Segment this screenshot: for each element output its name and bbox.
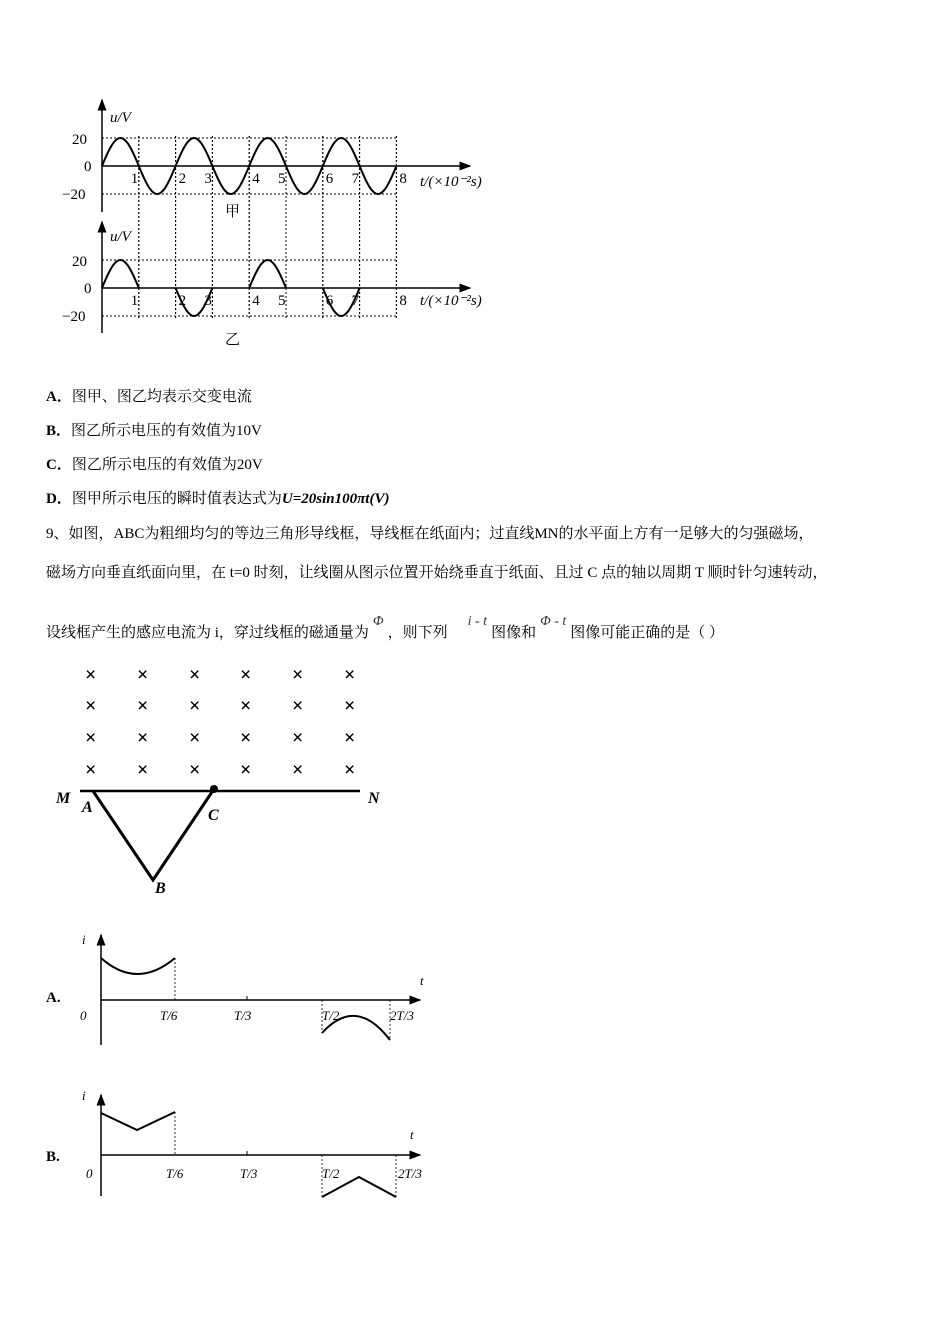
magnetic-field-cross: ×: [137, 759, 149, 781]
magnetic-field-cross: ×: [85, 759, 97, 781]
text: 图像可能正确的是（ ）: [570, 625, 725, 641]
phi-symbol: Φ: [372, 614, 384, 629]
graphA-ylabel: i: [82, 932, 86, 947]
graphB-xtick: 2T/3: [398, 1166, 422, 1181]
magnetic-field-cross: ×: [344, 759, 356, 781]
answer-option-a[interactable]: A.: [46, 990, 61, 1006]
text: 图像和: [491, 625, 537, 641]
question9-line1: 9、如图，ABC为粗细均匀的等边三角形导线框，导线框在纸面内；过直线MN的水平面上方有一足够大的匀强磁场，: [46, 526, 814, 542]
graphA-xtick: T/2: [322, 1008, 340, 1023]
magnetic-field-cross: ×: [137, 727, 149, 749]
x-tick: 7: [351, 293, 360, 309]
option-8a: [46, 385, 252, 406]
triangle-frame-figure: [80, 664, 360, 880]
magnetic-field-cross: ×: [240, 759, 252, 781]
option-8d: [46, 487, 389, 508]
x-tick: 8: [399, 293, 407, 309]
magnetic-field-cross: ×: [240, 727, 252, 749]
option-letter: B．: [46, 423, 72, 439]
graphA-xlabel: t: [420, 973, 424, 988]
x-tick: 6: [325, 171, 334, 187]
graphB-xtick: 0: [86, 1166, 93, 1181]
magnetic-field-cross: ×: [292, 695, 304, 717]
magnetic-field-cross: ×: [344, 695, 356, 717]
x-tick: 1: [130, 293, 139, 309]
voltage-graphs: [102, 100, 470, 333]
graphB-xtick: T/2: [322, 1166, 340, 1181]
bottom-ytick: 0: [84, 281, 92, 297]
triangle-frame: [93, 789, 214, 880]
x-tick: 1: [130, 171, 139, 187]
label-A: A: [82, 799, 93, 816]
bottom-caption: 乙: [225, 332, 241, 348]
option-text: 图乙所示电压的有效值为10V: [71, 423, 262, 439]
bottom-ytick: 20: [72, 254, 87, 270]
magnetic-field-cross: ×: [189, 695, 201, 717]
graphB-xlabel: t: [410, 1127, 414, 1142]
magnetic-field-cross: ×: [344, 664, 356, 686]
magnetic-field-cross: ×: [137, 664, 149, 686]
top-ytick: 0: [84, 159, 92, 175]
x-tick: 3: [204, 293, 212, 309]
answer-option-b[interactable]: B.: [46, 1149, 60, 1165]
graphA-xtick: 0: [80, 1008, 87, 1023]
magnetic-field-cross: ×: [85, 664, 97, 686]
magnetic-field-cross: ×: [189, 664, 201, 686]
bottom-xlabel: t/(×10⁻²s): [420, 293, 482, 309]
magnetic-field-cross: ×: [240, 664, 252, 686]
label-M: M: [56, 790, 71, 807]
graphB-ylabel: i: [82, 1088, 86, 1103]
top-ytick: −20: [62, 187, 86, 203]
pivot-point-C: [210, 785, 218, 793]
option-8c: [46, 453, 263, 474]
x-tick: 5: [278, 171, 286, 187]
label-C: C: [208, 807, 219, 824]
graphB-xtick: T/6: [166, 1166, 184, 1181]
answer-graphs: [101, 935, 420, 1197]
magnetic-field-cross: ×: [344, 727, 356, 749]
top-ylabel: u/V: [110, 110, 131, 126]
option-text: 图乙所示电压的有效值为20V: [71, 457, 263, 473]
x-tick: 3: [204, 171, 212, 187]
current-curve-positive: [101, 1112, 175, 1130]
label-N: N: [368, 790, 380, 807]
top-xlabel: t/(×10⁻²s): [420, 174, 482, 190]
top-caption: 甲: [225, 204, 241, 220]
x-tick: 4: [252, 293, 260, 309]
bottom-ytick: −20: [62, 309, 86, 325]
magnetic-field-cross: ×: [85, 695, 97, 717]
magnetic-field-cross: ×: [189, 727, 201, 749]
graphA-xtick: T/3: [234, 1008, 252, 1023]
i-t-label: i - t: [467, 614, 488, 629]
magnetic-field-cross: ×: [137, 695, 149, 717]
x-tick: 7: [351, 171, 360, 187]
x-tick: 8: [399, 171, 407, 187]
question9-line3: [46, 614, 725, 642]
x-tick: 2: [178, 293, 187, 309]
graphA-xtick: 2T/3: [390, 1008, 414, 1023]
x-tick: 5: [278, 293, 286, 309]
question9-line2: 磁场方向垂直纸面向里，在 t=0 时刻，让线圈从图示位置开始绕垂直于纸面、且过 C 点的轴以周期 T 顺时针匀速转动，: [46, 565, 828, 581]
magnetic-field-cross: ×: [240, 695, 252, 717]
top-ytick: 20: [72, 132, 87, 148]
text: ，则下列: [387, 625, 448, 641]
option-letter: C．: [46, 457, 72, 473]
formula: U=20sin100πt(V): [281, 491, 390, 507]
graphA-xtick: T/6: [160, 1008, 178, 1023]
phi-t-label: Φ - t: [540, 614, 567, 629]
magnetic-field-cross: ×: [189, 759, 201, 781]
x-tick: 2: [178, 171, 187, 187]
label-B: B: [155, 880, 166, 897]
current-curve-positive: [101, 958, 175, 974]
magnetic-field-cross: ×: [292, 759, 304, 781]
x-tick: 4: [252, 171, 260, 187]
x-tick: 6: [325, 293, 334, 309]
option-text: 图甲、图乙均表示交变电流: [71, 389, 252, 405]
graphB-xtick: T/3: [240, 1166, 258, 1181]
option-letter: A．: [46, 389, 72, 405]
magnetic-field-cross: ×: [292, 664, 304, 686]
option-letter: D．: [46, 491, 72, 507]
bottom-ylabel: u/V: [110, 229, 131, 245]
option-text: 图甲所示电压的瞬时值表达式为: [71, 491, 282, 507]
magnetic-field-cross: ×: [85, 727, 97, 749]
option-8b: [46, 419, 262, 440]
magnetic-field-cross: ×: [292, 727, 304, 749]
text: 设线框产生的感应电流为 i，穿过线框的磁通量为: [46, 625, 369, 641]
